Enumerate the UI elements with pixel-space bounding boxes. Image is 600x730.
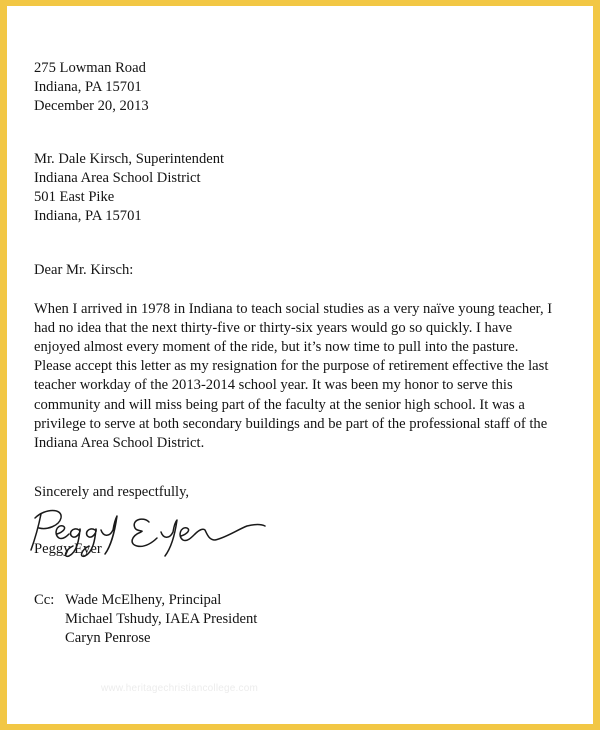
cc-list	[62, 591, 257, 649]
signer-name-text: Peggy Eyer	[34, 541, 102, 558]
sender-address	[34, 59, 564, 117]
body-line: teacher workday of the 2013-2014 school year. It was been my honor to serve this	[34, 377, 513, 394]
body-line: enjoyed almost every moment of the ride, but it’s now time to pull into the pasture.	[34, 339, 519, 356]
recipient-organization: Indiana Area School District	[34, 169, 201, 186]
letter-page	[7, 6, 593, 724]
cc-label: Cc:	[34, 591, 55, 608]
recipient-street: 501 East Pike	[34, 189, 115, 206]
closing-text: Sincerely and respectfully,	[34, 484, 190, 501]
salutation-text: Dear Mr. Kirsch:	[34, 262, 134, 279]
body-line: had no idea that the next thirty-five or thirty-six years would go so quickly. I have	[34, 319, 513, 336]
recipient-city: Indiana, PA 15701	[34, 208, 142, 225]
recipient-name: Mr. Dale Kirsch, Superintendent	[34, 150, 225, 167]
watermark-text: www.heritagechristiancollege.com	[101, 683, 259, 694]
cc-recipient: Michael Tshudy, IAEA President	[65, 610, 258, 627]
recipient-address	[34, 150, 564, 227]
handwritten-signature	[11, 500, 271, 560]
body-line: Indiana Area School District.	[34, 435, 205, 452]
body-line: Please accept this letter as my resignation for the purpose of retirement effective the last	[34, 358, 549, 375]
cc-row	[34, 591, 564, 649]
sender-street: 275 Lowman Road	[34, 60, 146, 76]
cc-recipient: Caryn Penrose	[65, 630, 151, 647]
body-line: community and will miss being part of the faculty at the senior high school. It was a	[34, 396, 525, 413]
letter-date: December 20, 2013	[34, 98, 149, 115]
cc-recipient: Wade McElheny, Principal	[65, 591, 222, 608]
letter-body	[34, 300, 564, 454]
cc-section	[34, 591, 564, 649]
salutation	[34, 261, 564, 280]
body-line: privilege to serve at both secondary buildings and be part of the professional staff of the	[34, 415, 548, 432]
sender-city: Indiana, PA 15701	[34, 79, 142, 96]
body-line: When I arrived in 1978 in Indiana to teach social studies as a very naïve young teacher, I	[34, 300, 553, 317]
